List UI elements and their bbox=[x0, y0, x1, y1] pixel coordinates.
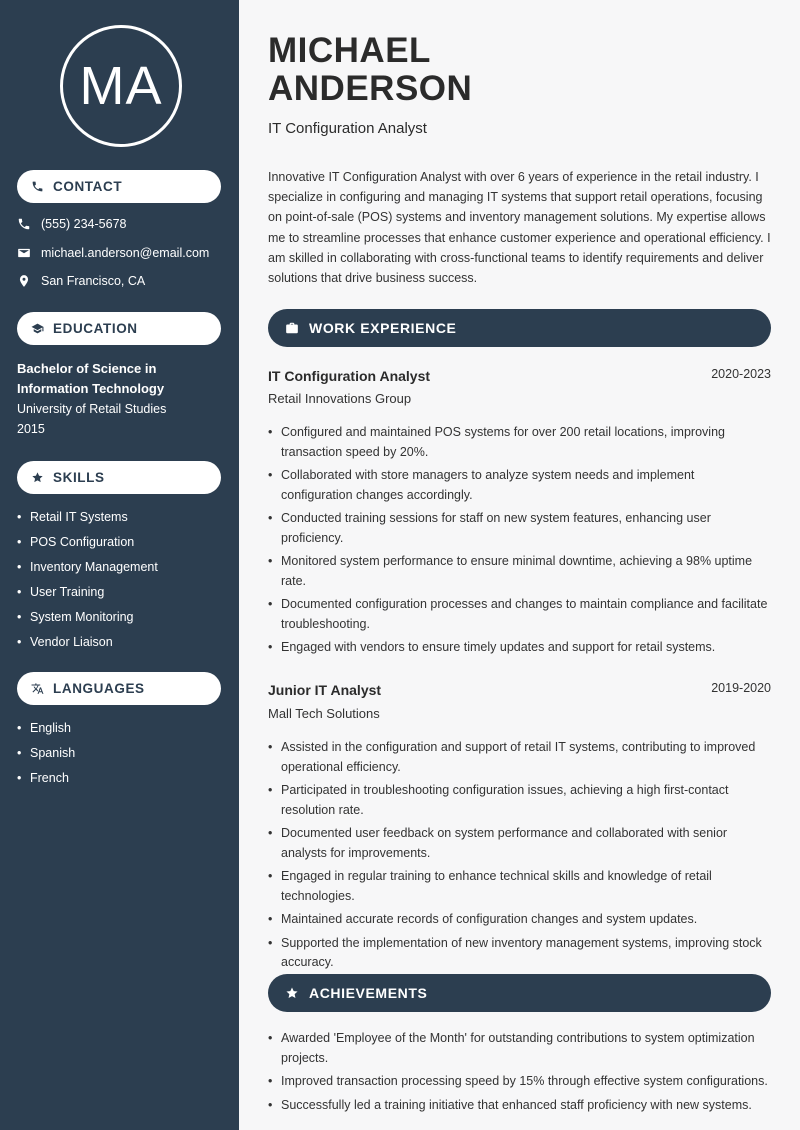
work-experience-heading-label: WORK EXPERIENCE bbox=[309, 320, 457, 336]
job-title-headline: IT Configuration Analyst bbox=[268, 120, 427, 137]
job-2-company: Mall Tech Solutions bbox=[268, 706, 380, 721]
achievements-list bbox=[268, 1029, 768, 1119]
list-item: • Maintained accurate records of configuration changes and system updates. bbox=[268, 910, 768, 930]
phone-icon bbox=[17, 217, 31, 231]
education-heading bbox=[17, 312, 221, 345]
list-item: • Documented user feedback on system performance and collaborated with senior analysts for improvements. bbox=[268, 824, 768, 863]
language-item: • French bbox=[17, 770, 75, 795]
phone-icon bbox=[31, 180, 44, 193]
skill-item: • User Training bbox=[17, 584, 158, 609]
phone-text: (555) 234-5678 bbox=[41, 217, 127, 231]
work-experience-heading bbox=[268, 309, 771, 347]
job-1-dates: 2020-2023 bbox=[711, 367, 771, 381]
contact-heading bbox=[17, 170, 221, 203]
education-school: University of Retail Studies bbox=[17, 402, 167, 416]
contact-location bbox=[17, 274, 145, 288]
achievements-heading-label: ACHIEVEMENTS bbox=[309, 985, 428, 1001]
contact-email bbox=[17, 246, 209, 260]
list-item: • Monitored system performance to ensure minimal downtime, achieving a 98% uptime rate. bbox=[268, 552, 768, 591]
graduation-cap-icon bbox=[31, 322, 44, 335]
skill-item: • POS Configuration bbox=[17, 534, 158, 559]
job-2-bullets bbox=[268, 738, 768, 977]
job-2-title: Junior IT Analyst bbox=[268, 682, 382, 698]
sidebar bbox=[0, 0, 239, 1130]
name-first: MICHAEL bbox=[268, 31, 431, 70]
job-1-bullets bbox=[268, 423, 768, 662]
email-text: michael.anderson@email.com bbox=[41, 246, 210, 260]
list-item: • Supported the implementation of new inventory management systems, improving stock accuracy. bbox=[268, 934, 768, 973]
list-item: • Participated in troubleshooting configuration issues, achieving a high first-contact resolution rate. bbox=[268, 781, 768, 820]
languages-heading-label: LANGUAGES bbox=[53, 681, 145, 696]
skills-heading bbox=[17, 461, 221, 494]
star-icon bbox=[285, 986, 299, 1000]
education-degree: Bachelor of Science in Information Technology bbox=[17, 361, 165, 396]
job-1-company: Retail Innovations Group bbox=[268, 391, 412, 406]
briefcase-icon bbox=[285, 321, 299, 335]
list-item: • Successfully led a training initiative that enhanced staff proficiency with new systems. bbox=[268, 1096, 768, 1116]
list-item: • Assisted in the configuration and support of retail IT systems, contributing to improved operational efficiency. bbox=[268, 738, 768, 777]
translate-icon bbox=[31, 682, 44, 695]
profile-summary: Innovative IT Configuration Analyst with over 6 years of experience in the retail industry. I specialize in configuring and managing IT systems that support retail operations, focusing on point-of-sale (POS) systems and inventory management solutions. My expertise allows me to streamline processes that enhance customer experience and operational efficiency. I am skilled in collaborating with cross-functional teams to identify requirements and deliver solutions that drive business success. bbox=[268, 170, 771, 286]
star-icon bbox=[31, 471, 44, 484]
contact-phone bbox=[17, 217, 126, 231]
achievements-heading bbox=[268, 974, 771, 1012]
education-year: 2015 bbox=[17, 422, 45, 436]
skill-item: • Inventory Management bbox=[17, 559, 158, 584]
job-2-dates: 2019-2020 bbox=[711, 681, 771, 695]
name-last: ANDERSON bbox=[268, 69, 473, 108]
languages-list bbox=[17, 720, 75, 795]
skill-item: • Retail IT Systems bbox=[17, 509, 158, 534]
language-item: • English bbox=[17, 720, 75, 745]
skills-heading-label: SKILLS bbox=[53, 470, 105, 485]
education-heading-label: EDUCATION bbox=[53, 321, 138, 336]
email-icon bbox=[17, 246, 31, 260]
list-item: • Engaged in regular training to enhance technical skills and knowledge of retail technologies. bbox=[268, 867, 768, 906]
location-pin-icon bbox=[17, 274, 31, 288]
candidate-name bbox=[268, 32, 472, 108]
list-item: • Conducted training sessions for staff on new system features, enhancing user proficiency. bbox=[268, 509, 768, 548]
list-item: • Documented configuration processes and changes to maintain compliance and facilitate troubleshooting. bbox=[268, 595, 768, 634]
skill-item: • Vendor Liaison bbox=[17, 634, 158, 659]
list-item: • Configured and maintained POS systems for over 200 retail locations, improving transaction speed by 20%. bbox=[268, 423, 768, 462]
skills-list bbox=[17, 509, 158, 659]
location-text: San Francisco, CA bbox=[41, 274, 146, 288]
languages-heading bbox=[17, 672, 221, 705]
monogram-avatar: MA bbox=[60, 25, 182, 147]
list-item: • Awarded 'Employee of the Month' for outstanding contributions to system optimization projects. bbox=[268, 1029, 768, 1068]
language-item: • Spanish bbox=[17, 745, 75, 770]
contact-heading-label: CONTACT bbox=[53, 179, 123, 194]
job-1-title: IT Configuration Analyst bbox=[268, 368, 431, 384]
list-item: • Engaged with vendors to ensure timely updates and support for retail systems. bbox=[268, 638, 768, 658]
skill-item: • System Monitoring bbox=[17, 609, 158, 634]
list-item: • Collaborated with store managers to analyze system needs and implement configuration changes accordingly. bbox=[268, 466, 768, 505]
list-item: • Improved transaction processing speed by 15% through effective system configurations. bbox=[268, 1072, 768, 1092]
